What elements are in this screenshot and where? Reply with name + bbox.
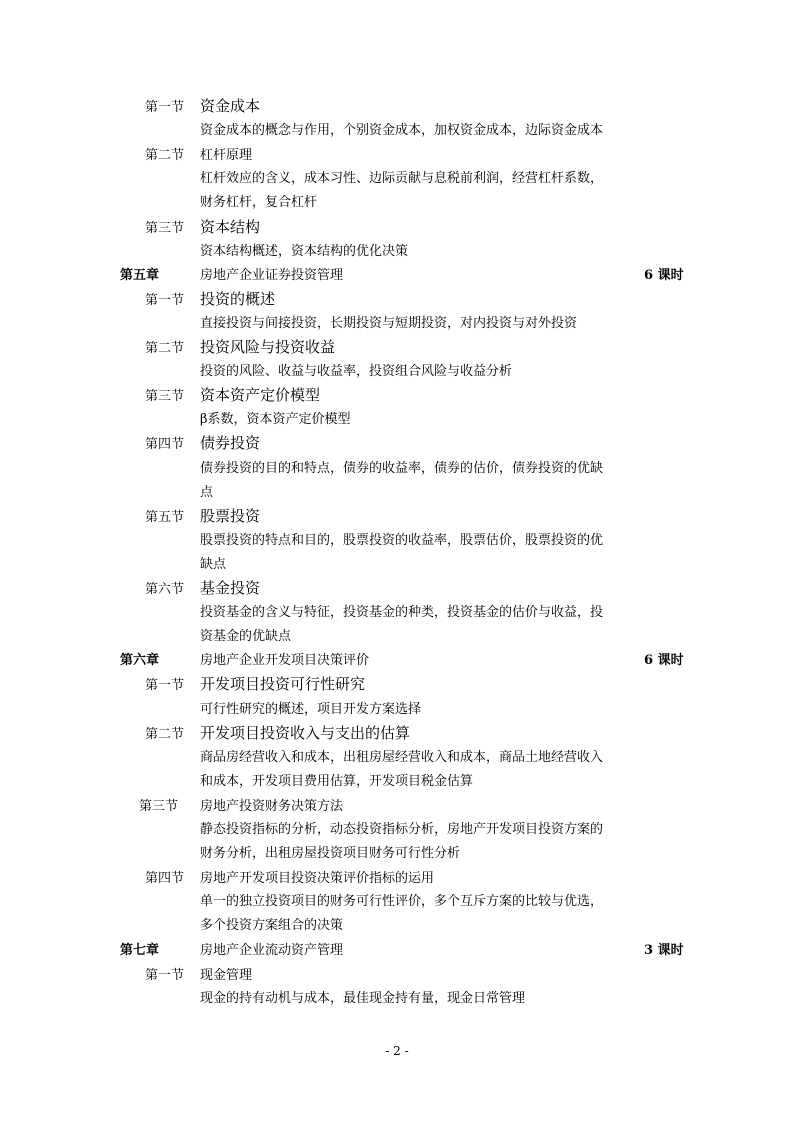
section-title: 房地产开发项目投资决策评价指标的运用 <box>200 871 435 887</box>
chapter-title: 房地产企业证券投资管理 <box>200 267 344 283</box>
section-number: 第一节 <box>145 678 185 694</box>
section-description: 多个投资方案组合的决策 <box>200 918 344 934</box>
section-description: 商品房经营收入和成本，出租房屋经营收入和成本，商品土地经营收入 <box>200 749 604 765</box>
section-title: 资金成本 <box>200 97 261 115</box>
section-description: β系数，资本资产定价模型 <box>200 412 351 428</box>
section-number: 第五节 <box>145 509 185 525</box>
section-description: 债券投资的目的和特点，债券的收益率，债券的估价，债券投资的优缺 <box>200 460 604 476</box>
section-description: 资金成本的概念与作用，个别资金成本，加权资金成本，边际资金成本 <box>200 123 604 139</box>
section-description: 资基金的优缺点 <box>200 629 292 645</box>
section-number: 第二节 <box>145 148 185 164</box>
section-description: 缺点 <box>200 556 227 572</box>
section-number: 第二节 <box>145 726 185 742</box>
section-description: 投资基金的含义与特征，投资基金的种类，投资基金的估价与收益，投 <box>200 605 604 621</box>
section-number: 第一节 <box>145 100 185 115</box>
section-number: 第三节 <box>139 798 179 814</box>
section-number: 第四节 <box>145 437 185 453</box>
section-description: 财务杠杆，复合杠杆 <box>200 195 318 211</box>
section-title: 基金投资 <box>200 579 261 597</box>
section-number: 第六节 <box>145 582 185 597</box>
section-title: 投资风险与投资收益 <box>200 338 336 356</box>
section-title: 房地产投资财务决策方法 <box>200 798 344 814</box>
section-title: 资本资产定价模型 <box>200 386 321 405</box>
page-number: - 2 - <box>385 1044 409 1058</box>
section-title: 开发项目投资收入与支出的估算 <box>200 723 411 742</box>
chapter-hours: 3 课时 <box>644 942 684 958</box>
section-description: 直接投资与间接投资，长期投资与短期投资，对内投资与对外投资 <box>200 315 578 331</box>
section-title: 股票投资 <box>200 506 261 525</box>
section-description: 现金的持有动机与成本，最佳现金持有量，现金日常管理 <box>200 990 526 1006</box>
section-description: 投资的风险、收益与收益率，投资组合风险与收益分析 <box>200 364 513 380</box>
section-description: 点 <box>200 484 214 500</box>
chapter-title: 房地产企业开发项目决策评价 <box>200 653 370 669</box>
section-title: 债券投资 <box>200 434 261 453</box>
chapter-hours: 6 课时 <box>644 267 684 283</box>
section-title: 资本结构 <box>200 217 261 236</box>
section-description: 静态投资指标的分析，动态投资指标分析，房地产开发项目投资方案的 <box>200 822 604 837</box>
section-title: 杠杆原理 <box>200 148 253 164</box>
chapter-hours: 6 课时 <box>644 653 684 669</box>
chapter-number: 第六章 <box>120 653 160 669</box>
section-description: 可行性研究的概述，项目开发方案选择 <box>200 701 422 717</box>
section-description: 股票投资的特点和目的，股票投资的收益率，股票估价，股票投资的优 <box>200 532 604 548</box>
section-title: 现金管理 <box>200 967 253 983</box>
chapter-title: 房地产企业流动资产管理 <box>200 942 344 958</box>
section-title: 投资的概述 <box>200 289 276 308</box>
section-number: 第一节 <box>145 292 185 308</box>
chapter-number: 第五章 <box>120 267 160 283</box>
section-number: 第一节 <box>145 967 185 983</box>
section-number: 第四节 <box>145 871 185 887</box>
section-description: 财务分析，出租房屋投资项目财务可行性分析 <box>200 846 461 862</box>
section-description: 单一的独立投资项目的财务可行性评价，多个互斥方案的比较与优选， <box>200 894 604 910</box>
section-description: 和成本，开发项目费用估算，开发项目税金估算 <box>200 773 474 789</box>
section-number: 第二节 <box>145 341 185 356</box>
section-number: 第三节 <box>145 389 185 405</box>
section-description: 杠杆效应的含义，成本习性、边际贡献与息税前利润，经营杠杆系数， <box>200 171 604 187</box>
chapter-number: 第七章 <box>120 942 160 958</box>
section-number: 第三节 <box>145 220 185 236</box>
section-title: 开发项目投资可行性研究 <box>200 675 366 694</box>
section-description: 资本结构概述，资本结构的优化决策 <box>200 243 409 259</box>
